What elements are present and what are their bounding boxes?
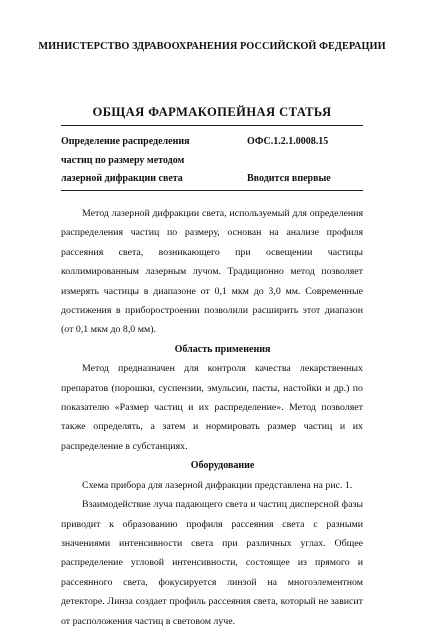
article-status: Вводится впервые [247, 173, 331, 184]
article-code: ОФС.1.2.1.0008.15 [247, 136, 329, 147]
equipment-heading: Оборудование [190, 460, 255, 472]
article-name [61, 133, 231, 189]
article-name-line-1: Определение распределения [61, 136, 190, 147]
article-body [61, 204, 363, 631]
scope-heading: Область применения [174, 343, 271, 355]
intro-paragraph: Метод лазерной дифракции света, используемый для определения распределения частиц по размеру, основан на анализе профиля рассеяния света, возникающего при освещении частицы коллимированным лазерным лучом. Традиционно метод позволяет измерять частицы в диапазоне от 0,1 мкм до 3,0 мм. Современные достижения в приборостроении позволили расширить этот диапазон (от 0,1 мкм до 8,0 мм). [61, 208, 363, 336]
ministry-header: МИНИСТЕРСТВО ЗДРАВООХРАНЕНИЯ РОССИЙСКОЙ ФЕДЕРАЦИИ [38, 41, 386, 52]
bottom-divider [61, 190, 363, 191]
article-type-title: ОБЩАЯ ФАРМАКОПЕЙНАЯ СТАТЬЯ [92, 105, 332, 119]
equipment-paragraph-1: Схема прибора для лазерной дифракции представлена на рис. 1. [82, 479, 353, 491]
equipment-paragraph-2: Взаимодействие луча падающего света и частиц дисперсной фазы приводит к образованию профиля рассеяния света с разными значениями интенсивности света при различных углах. Общее распределение угловой интенсивности, состоящее из прямого и рассеянного света, фокусируется линзой на многоэлементном детекторе. Линза создает профиль рассеяния света, который не зависит от расположения частиц в световом луче. [61, 499, 363, 627]
scope-paragraph: Метод предназначен для контроля качества лекарственных препаратов (порошки, суспензии, эмульсии, пасты, настойки и др.) по показателю «Размер частиц и их распределение». Метод позволяет также определять, а затем и нормировать размер частиц и их распределение в субстанциях. [61, 363, 363, 452]
top-divider [61, 125, 363, 126]
article-name-line-2: частиц по размеру методом [61, 154, 185, 166]
article-name-line-3: лазерной дифракции света [61, 173, 183, 184]
